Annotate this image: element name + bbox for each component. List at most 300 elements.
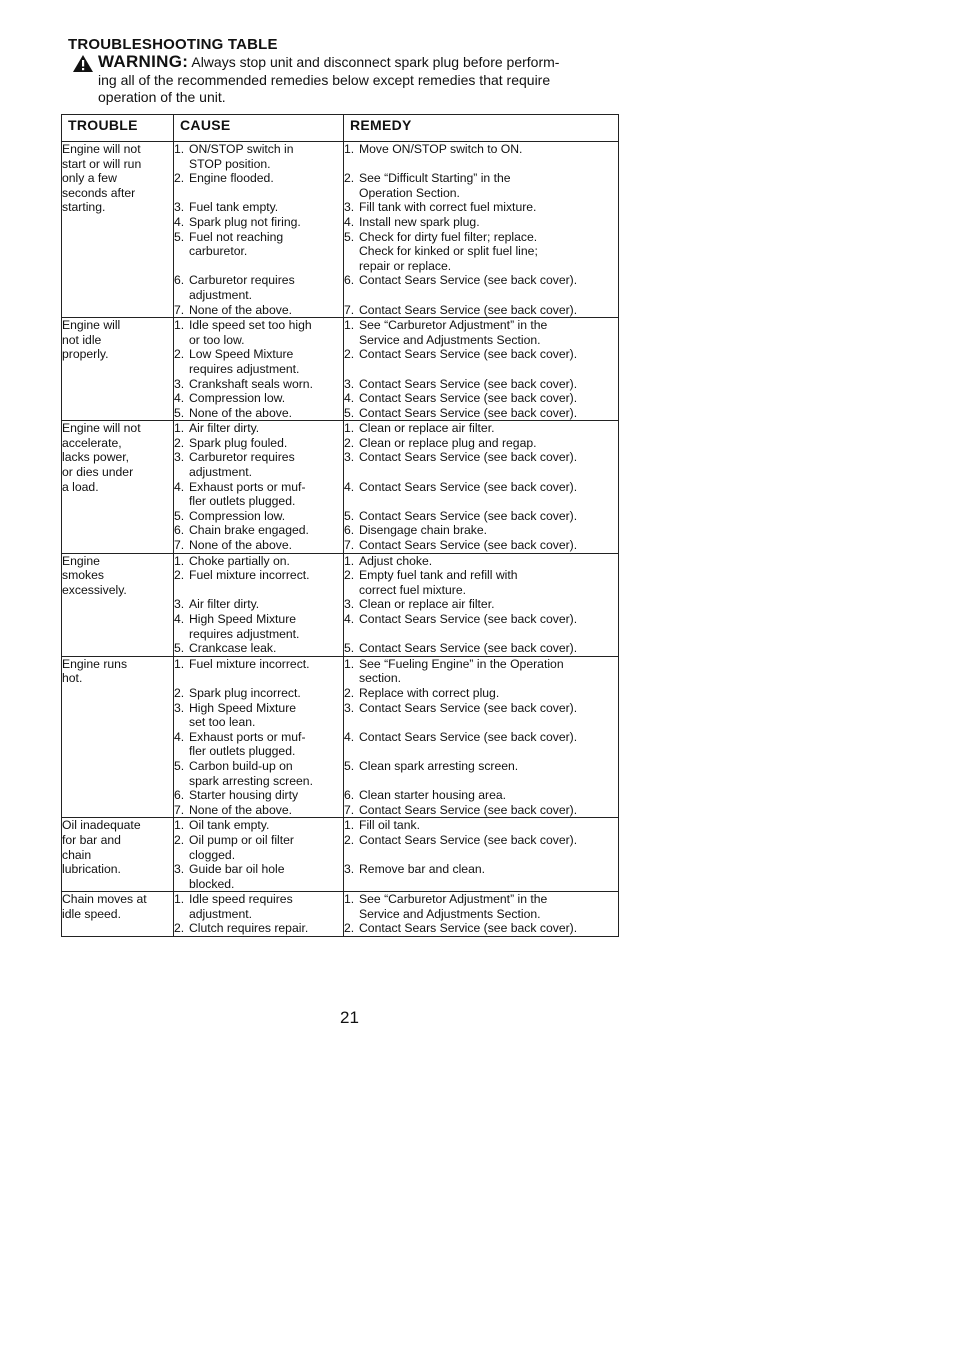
remedy-item [344,157,618,172]
remedy-item-number: 6. [344,523,355,538]
cause-item-line: Crankcase leak. [189,641,277,656]
cause-item [174,450,343,479]
remedy-item-text [359,657,618,686]
trouble-line: Engine [62,553,100,568]
cause-item [174,921,343,936]
cause-item-number: 7. [174,538,185,553]
remedy-item [344,347,618,362]
remedy-item-text [359,200,618,215]
remedy-item [344,657,618,686]
remedy-item-line: repair or replace. [359,258,452,273]
remedy-item-line: See “Carburetor Adjustment” in the [359,892,548,907]
remedy-item-line: Service and Adjustments Section. [359,332,541,347]
cause-item-line: Engine flooded. [189,171,274,186]
remedy-item-number: 7. [344,538,355,553]
cause-item-line: Carbon build-up on [189,758,293,773]
cause-item-number [174,671,189,686]
remedy-item-number: 4. [344,612,355,626]
remedy-item-text [359,803,618,818]
cause-item [174,701,343,730]
header-cause: CAUSE [174,115,344,142]
remedy-cell [344,318,619,421]
cause-item [174,538,343,553]
cause-item-number: 2. [174,568,185,583]
cause-item-text [189,657,343,672]
cause-item-line: STOP position. [189,156,271,171]
warning-text-line3: operation of the unit. [98,89,226,105]
trouble-cell [62,142,174,318]
cause-item-line: Idle speed requires [189,892,293,907]
remedy-item-text [359,715,618,730]
cause-item-text [189,759,343,788]
remedy-item-text [359,391,618,406]
cause-item-text [189,568,343,583]
trouble-cell [62,818,174,892]
remedy-item-number: 5. [344,641,355,656]
cause-item-number: 2. [174,171,185,186]
remedy-item [344,833,618,848]
remedy-item [344,230,618,274]
remedy-item [344,597,618,612]
cause-item-text [189,303,343,318]
trouble-line: starting. [62,200,106,215]
cause-item-number: 5. [174,508,185,523]
remedy-item [344,892,618,921]
cause-item-line: fler outlets plugged. [189,744,296,759]
remedy-item-line [359,715,618,730]
cause-cell [174,553,344,656]
remedy-item [344,436,618,451]
cause-item-text [189,597,343,612]
cause-item-line: Idle speed set too high [189,318,312,333]
remedy-item-text [359,759,618,774]
header-remedy: REMEDY [344,115,619,142]
cause-item-line: Oil pump or oil filter [189,832,294,847]
remedy-item-text [359,362,618,377]
remedy-item-text [359,892,618,921]
remedy-item-line: Operation Section. [359,185,460,200]
remedy-item-number: 3. [344,376,355,391]
remedy-item-line: Contact Sears Service (see back cover). [359,450,578,465]
trouble-line: Engine will [62,318,121,333]
cause-item-line: Air filter dirty. [189,597,260,612]
trouble-line: smokes [62,568,104,583]
cause-cell [174,421,344,553]
trouble-cell [62,421,174,553]
remedy-item-number: 1. [344,818,355,833]
remedy-item-text [359,157,618,172]
remedy-item-line: Contact Sears Service (see back cover). [359,700,578,715]
cause-item [174,554,343,569]
remedy-item [344,494,618,509]
cause-item-line: Exhaust ports or muf- [189,729,306,744]
cause-item-text [189,862,343,891]
remedy-item-text [359,303,618,318]
remedy-item-line: See “Fueling Engine” in the Operation [359,656,564,671]
remedy-item-text [359,230,618,274]
cause-item-line [189,186,343,201]
remedy-item-line: Contact Sears Service (see back cover). [359,302,578,317]
cause-item [174,641,343,656]
cause-item-text [189,230,343,259]
trouble-cell [62,892,174,937]
cause-item-number: 4. [174,479,185,494]
remedy-item-number [344,744,359,759]
cause-item-text [189,377,343,392]
remedy-item-line: Service and Adjustments Section. [359,906,541,921]
cause-item-number: 3. [174,700,185,715]
remedy-item-number: 1. [344,892,355,907]
remedy-item-text [359,318,618,347]
cause-item [174,862,343,891]
remedy-item [344,377,618,392]
cause-item [174,818,343,833]
cause-item-line: Air filter dirty. [189,421,260,436]
cause-item-number: 7. [174,302,185,317]
remedy-item-text [359,788,618,803]
remedy-item-number: 5. [344,229,355,244]
cause-item [174,377,343,392]
cause-item-text [189,554,343,569]
remedy-cell [344,142,619,318]
remedy-item-line: Install new spark plug. [359,214,480,229]
trouble-line: Engine runs [62,656,128,671]
cause-item-number: 3. [174,200,185,215]
remedy-item-line: Contact Sears Service (see back cover). [359,479,578,494]
remedy-item [344,788,618,803]
cause-item-line: Starter housing dirty [189,788,299,803]
trouble-line: accelerate, [62,435,122,450]
remedy-item-line: Contact Sears Service (see back cover). [359,376,578,391]
cause-item-number: 1. [174,553,185,568]
remedy-item-line: Move ON/STOP switch to ON. [359,142,523,156]
cause-item [174,186,343,201]
remedy-item-text [359,627,618,642]
remedy-item-text [359,215,618,230]
remedy-item-number: 4. [344,729,355,744]
cause-item-line: Spark plug not firing. [189,214,301,229]
remedy-item-line: Contact Sears Service (see back cover). [359,538,578,553]
cause-item [174,318,343,347]
remedy-item-number [344,848,359,863]
cause-cell [174,318,344,421]
remedy-item-number [344,465,359,480]
cause-item [174,788,343,803]
remedy-item-line: Contact Sears Service (see back cover). [359,508,578,523]
remedy-item [344,862,618,877]
cause-item-text [189,612,343,641]
remedy-item-number: 2. [344,685,355,700]
remedy-item-line: Fill tank with correct fuel mixture. [359,200,537,215]
cause-item-number: 2. [174,921,185,936]
cause-item-text [189,480,343,509]
remedy-cell [344,818,619,892]
cause-item-number: 4. [174,612,185,626]
remedy-item-line: Contact Sears Service (see back cover). [359,729,578,744]
cause-item [174,671,343,686]
remedy-item-number: 2. [344,921,355,936]
cause-item-line: carburetor. [189,244,248,259]
warning-triangle-icon [72,54,94,73]
cause-item-text [189,450,343,479]
trouble-line: start or will run [62,156,142,171]
cause-item [174,303,343,318]
remedy-item [344,303,618,318]
remedy-item-number: 5. [344,405,355,420]
cause-item [174,892,343,921]
cause-item-line [189,671,343,686]
remedy-item-line: Clean or replace plug and regap. [359,435,537,450]
remedy-item-line: Contact Sears Service (see back cover). [359,802,578,817]
header-trouble: TROUBLE [62,115,174,142]
remedy-item [344,701,618,716]
cause-item-number: 3. [174,376,185,391]
cause-item [174,171,343,186]
remedy-item [344,921,618,936]
cause-cell [174,818,344,892]
remedy-item-text [359,701,618,716]
cause-item-text [189,818,343,833]
remedy-item-line: Check for dirty fuel filter; replace. [359,229,538,244]
remedy-item-text [359,568,618,597]
remedy-item-text [359,171,618,200]
remedy-item-line: Fill oil tank. [359,818,420,833]
remedy-item [344,774,618,789]
remedy-item-line: Contact Sears Service (see back cover). [359,347,578,362]
cause-item [174,391,343,406]
cause-item-number: 3. [174,450,185,465]
table-row [62,656,619,818]
cause-item-text [189,583,343,598]
trouble-line: lubrication. [62,862,121,877]
cause-cell [174,142,344,318]
remedy-item-number: 1. [344,421,355,436]
remedy-item-number: 2. [344,171,355,186]
cause-item-text [189,509,343,524]
remedy-item-number: 3. [344,200,355,215]
remedy-item [344,421,618,436]
remedy-item [344,641,618,656]
remedy-item-number [344,157,359,172]
remedy-item [344,288,618,303]
cause-item-text [189,215,343,230]
cause-item [174,509,343,524]
cause-item [174,833,343,862]
cause-item-number: 2. [174,685,185,700]
table-header-row [62,115,619,142]
cause-item-number: 7. [174,802,185,817]
cause-item-line: High Speed Mixture [189,612,297,626]
remedy-item [344,215,618,230]
cause-item-line: Guide bar oil hole [189,862,285,877]
remedy-item-line [359,848,618,863]
remedy-item-text [359,450,618,465]
table-row [62,421,619,553]
cause-item-line: or too low. [189,332,245,347]
remedy-item [344,450,618,465]
cause-item-text [189,788,343,803]
remedy-item-number: 3. [344,450,355,465]
remedy-item-number [344,774,359,789]
cause-item-line: None of the above. [189,302,292,317]
cause-item-line: blocked. [189,876,235,891]
remedy-item-text [359,347,618,362]
remedy-item-number: 2. [344,435,355,450]
cause-item-number: 5. [174,641,185,656]
trouble-line: Oil inadequate [62,818,141,833]
cause-item-line: Carburetor requires [189,273,295,288]
cause-item-line: ON/STOP switch in [189,142,294,156]
remedy-item-text [359,641,618,656]
remedy-item [344,730,618,745]
cause-item-text [189,406,343,421]
remedy-item-line: See “Difficult Starting” in the [359,171,511,186]
table-row [62,818,619,892]
remedy-item [344,391,618,406]
cause-item-line: Compression low. [189,508,286,523]
cause-item-text [189,436,343,451]
cause-item-number: 1. [174,892,185,907]
cause-item [174,568,343,583]
remedy-item-line: Clean or replace air filter. [359,597,495,612]
trouble-line: excessively. [62,582,127,597]
trouble-line: lacks power, [62,450,130,465]
remedy-item-text [359,686,618,701]
remedy-item-text [359,818,618,833]
cause-item [174,142,343,171]
cause-item-line: Fuel mixture incorrect. [189,656,310,671]
cause-item-line: requires adjustment. [189,626,300,641]
cause-item [174,347,343,376]
cause-item-number: 4. [174,391,185,406]
trouble-line: only a few [62,171,117,186]
remedy-item-line: See “Carburetor Adjustment” in the [359,318,548,333]
trouble-cell [62,553,174,656]
remedy-item [344,848,618,863]
remedy-item-line: Contact Sears Service (see back cover). [359,405,578,420]
cause-item-line: spark arresting screen. [189,773,313,788]
cause-item-text [189,686,343,701]
cause-item-text [189,391,343,406]
cause-item-line: High Speed Mixture [189,700,297,715]
cause-item-line: Clutch requires repair. [189,921,309,936]
remedy-item [344,554,618,569]
remedy-item-number: 1. [344,553,355,568]
cause-item-text [189,730,343,759]
remedy-item-line: Clean or replace air filter. [359,421,495,436]
cause-item-line: Fuel mixture incorrect. [189,568,310,583]
cause-item-number [174,186,189,201]
remedy-item-line [359,494,618,509]
remedy-item-line [359,157,618,172]
remedy-item [344,480,618,495]
cause-item-text [189,892,343,921]
cause-item [174,523,343,538]
remedy-item-text [359,142,618,157]
remedy-item-number: 3. [344,862,355,877]
section-title: TROUBLESHOOTING TABLE [68,36,278,53]
trouble-line: chain [62,847,92,862]
remedy-item-line [359,288,618,303]
cause-item-number: 5. [174,405,185,420]
trouble-line: hot. [62,671,83,686]
remedy-item-text [359,744,618,759]
remedy-item-number: 4. [344,479,355,494]
remedy-item-text [359,465,618,480]
cause-item-line: None of the above. [189,538,292,553]
trouble-line: seconds after [62,185,136,200]
cause-item-text [189,259,343,274]
cause-item-number [174,583,189,598]
remedy-item [344,612,618,627]
remedy-item-text [359,523,618,538]
remedy-item [344,318,618,347]
cause-item [174,230,343,259]
remedy-item [344,627,618,642]
remedy-item-line: Clean starter housing area. [359,788,507,803]
cause-item-line: Spark plug incorrect. [189,685,301,700]
remedy-item-number: 1. [344,318,355,333]
remedy-item [344,759,618,774]
remedy-item [344,803,618,818]
cause-item-line: Fuel tank empty. [189,200,279,215]
remedy-item-number: 2. [344,832,355,847]
cause-item-line: adjustment. [189,287,253,302]
cause-item [174,597,343,612]
warning-block [72,53,632,107]
remedy-item [344,568,618,597]
table-row [62,318,619,421]
trouble-line: for bar and [62,832,121,847]
cause-cell [174,892,344,937]
remedy-item-text [359,421,618,436]
trouble-line: idle speed. [62,906,121,921]
remedy-item-text [359,377,618,392]
cause-item [174,686,343,701]
remedy-item-text [359,612,618,627]
cause-item [174,215,343,230]
remedy-item [344,362,618,377]
cause-item-text [189,186,343,201]
cause-item-line: Choke partially on. [189,553,290,568]
remedy-item-text [359,597,618,612]
cause-item [174,480,343,509]
remedy-item-text [359,436,618,451]
remedy-item-number: 1. [344,656,355,671]
cause-item-line: requires adjustment. [189,361,300,376]
remedy-item-number: 5. [344,758,355,773]
cause-item [174,421,343,436]
remedy-item-text [359,509,618,524]
cause-item-text [189,641,343,656]
cause-item-text [189,171,343,186]
cause-item-text [189,538,343,553]
cause-item-text [189,142,343,171]
remedy-item [344,171,618,200]
remedy-item-line: Contact Sears Service (see back cover). [359,273,578,288]
remedy-item-line: section. [359,671,402,686]
cause-cell [174,656,344,818]
remedy-item-text [359,833,618,848]
remedy-item-text [359,480,618,495]
remedy-item-number: 5. [344,508,355,523]
remedy-item-line: Disengage chain brake. [359,523,488,538]
remedy-item-number: 4. [344,214,355,229]
remedy-item-text [359,730,618,745]
cause-item-line: Low Speed Mixture [189,347,294,362]
remedy-item-number [344,494,359,509]
cause-item-number: 5. [174,229,185,244]
